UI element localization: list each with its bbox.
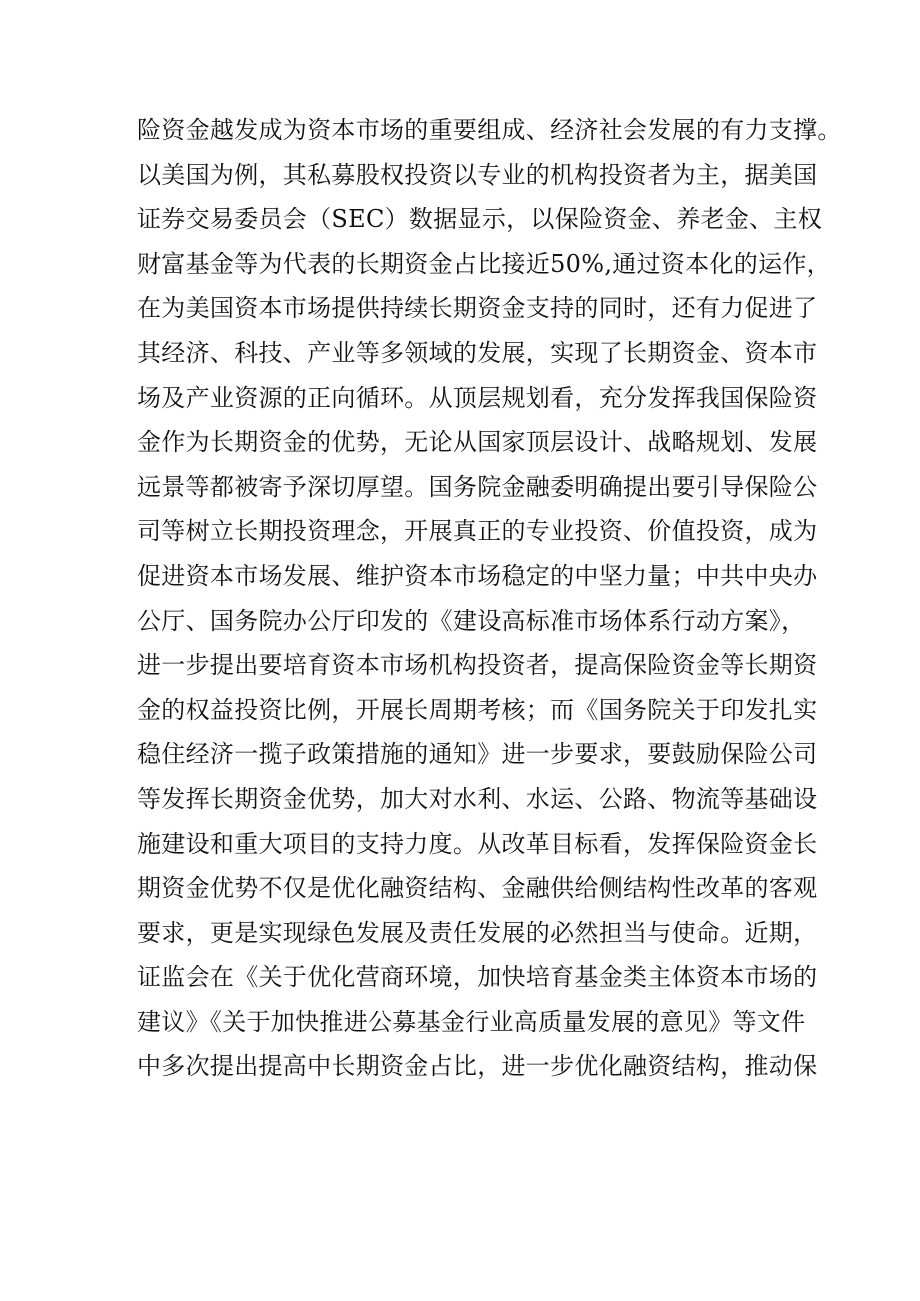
text-line-20: 证监会在《关于优化营商环境，加快培育基金类主体资本市场的 bbox=[137, 963, 818, 992]
text-line-9: 远景等都被寄予深切厚望。国务院金融委明确提出要引导保险公 bbox=[137, 472, 818, 501]
text-line-15: 稳住经济一揽子政策措施的通知》进一步要求，要鼓励保险公司 bbox=[137, 740, 818, 769]
text-line-5: 在为美国资本市场提供持续长期资金支持的同时，还有力促进了 bbox=[137, 294, 818, 323]
text-line-11: 促进资本市场发展、维护资本市场稳定的中坚力量；中共中央办 bbox=[137, 561, 818, 590]
text-line-6: 其经济、科技、产业等多领域的发展，实现了长期资金、资本市 bbox=[137, 338, 818, 367]
text-line-21: 建议》《关于加快推进公募基金行业高质量发展的意见》等文件 bbox=[137, 1007, 806, 1036]
text-line-13: 进一步提出要培育资本市场机构投资者，提高保险资金等长期资 bbox=[137, 651, 818, 680]
text-line-22: 中多次提出提高中长期资金占比，进一步优化融资结构，推动保 bbox=[137, 1052, 818, 1081]
text-line-14: 金的权益投资比例，开展长周期考核；而《国务院关于印发扎实 bbox=[137, 695, 818, 724]
body-paragraph bbox=[137, 108, 842, 1089]
text-line-3: 证券交易委员会（SEC）数据显示，以保险资金、养老金、主权 bbox=[137, 205, 823, 234]
text-line-1: 险资金越发成为资本市场的重要组成、经济社会发展的有力支撑。 bbox=[137, 116, 842, 144]
text-line-19: 要求，更是实现绿色发展及责任发展的必然担当与使命。近期， bbox=[137, 918, 818, 947]
text-line-7: 场及产业资源的正向循环。从顶层规划看，充分发挥我国保险资 bbox=[137, 383, 818, 412]
text-line-18: 期资金优势不仅是优化融资结构、金融供给侧结构性改革的客观 bbox=[137, 874, 818, 903]
text-line-16: 等发挥长期资金优势，加大对水利、水运、公路、物流等基础设 bbox=[137, 784, 818, 813]
text-line-12: 公厅、国务院办公厅印发的《建设高标准市场体系行动方案》， bbox=[137, 606, 806, 635]
text-line-8: 金作为长期资金的优势，无论从国家顶层设计、战略规划、发展 bbox=[137, 428, 818, 457]
text-line-17: 施建设和重大项目的支持力度。从改革目标看，发挥保险资金长 bbox=[137, 829, 818, 858]
text-line-4: 财富基金等为代表的长期资金占比接近50%,通过资本化的运作， bbox=[137, 249, 831, 278]
text-line-2: 以美国为例，其私募股权投资以专业的机构投资者为主，据美国 bbox=[137, 160, 818, 189]
text-line-10: 司等树立长期投资理念，开展真正的专业投资、价值投资，成为 bbox=[137, 517, 818, 546]
